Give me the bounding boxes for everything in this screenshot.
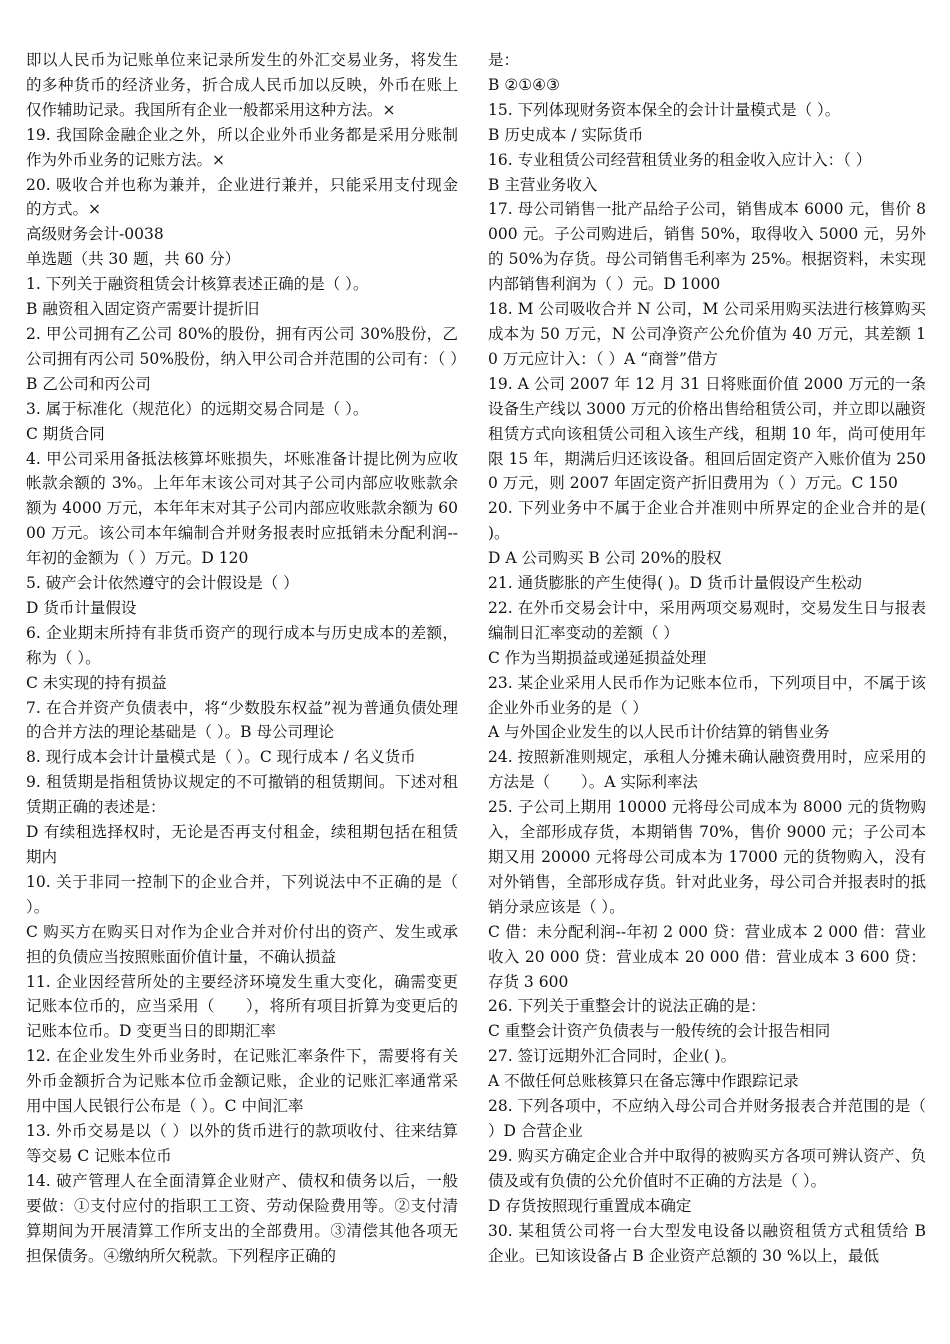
right-paragraph: 21. 通货膨胀的产生使得( )。D 货币计量假设产生松动 bbox=[488, 574, 862, 593]
right-paragraph: 15. 下列体现财务资本保全的会计计量模式是（ ）。 bbox=[488, 100, 841, 119]
document-page bbox=[26, 48, 926, 1268]
right-paragraph: C 借：未分配利润--年初 2 000 贷：营业成本 2 000 借：营业收入 20 000 贷：营业成本 20 000 借：营业成本 3 600 贷：存货 3 600 bbox=[488, 922, 926, 991]
left-paragraph: B 融资租入固定资产需要计提折旧 bbox=[26, 300, 260, 319]
right-paragraph: 20. 下列业务中不属于企业合并准则中所界定的企业合并的是( )。 bbox=[488, 499, 926, 543]
right-paragraph: 16. 专业租赁公司经营租赁业务的租金收入应计入：（ ） bbox=[488, 150, 872, 169]
left-paragraph: 20. 吸收合并也称为兼并，企业进行兼并，只能采用支付现金的方式。× bbox=[26, 175, 458, 219]
right-paragraph: B 历史成本 / 实际货币 bbox=[488, 125, 644, 144]
right-paragraph: A 与外国企业发生的以人民币计价结算的销售业务 bbox=[488, 723, 830, 742]
right-paragraph: 是： bbox=[488, 51, 520, 69]
right-paragraph: 24. 按照新准则规定，承租人分摊未确认融资费用时，应采用的方法是（ ）。A 实际利率法 bbox=[488, 748, 926, 792]
left-paragraph: C 购买方在购买日对作为企业合并对价付出的资产、发生或承担的负债应当按照账面价值计量，不确认损益 bbox=[26, 922, 458, 966]
right-paragraph: 23. 某企业采用人民币作为记账本位币，下列项目中，不属于该企业外币业务的是（ ） bbox=[488, 673, 926, 717]
left-paragraph: 9. 租赁期是指租赁协议规定的不可撤销的租赁期间。下述对租赁期正确的表述是： bbox=[26, 773, 458, 817]
left-paragraph: 高级财务会计-0038 bbox=[26, 225, 164, 244]
left-paragraph: D 货币计量假设 bbox=[26, 598, 137, 617]
right-paragraph: 26. 下列关于重整会计的说法正确的是： bbox=[488, 997, 766, 1016]
left-paragraph: 10. 关于非同一控制下的企业合并，下列说法中不正确的是（ ）。 bbox=[26, 872, 458, 916]
right-paragraph: 19. A 公司 2007 年 12 月 31 日将账面价值 2000 万元的一条设备生产线以 3000 万元的价格出售给租赁公司，并立即以融资租赁方式向该租赁公司租入该生产线，租期 10 年，尚可使用年限 15 年，期满后归还该设备。租回后固定资产入账价值为 2500 万元，则 2007 年固定资产折旧费用为（ ）万元。C 150 bbox=[488, 374, 926, 493]
left-paragraph: 11. 企业因经营所处的主要经济环境发生重大变化，确需变更记账本位币的，应当采用（ ），将所有项目折算为变更后的记账本位币。D 变更当日的即期汇率 bbox=[26, 972, 458, 1041]
right-paragraph: D 存货按照现行重置成本确定 bbox=[488, 1196, 692, 1215]
right-paragraph: 29. 购买方确定企业合并中取得的被购买方各项可辨认资产、负债及或有负债的公允价值时不正确的方法是（ ）。 bbox=[488, 1146, 926, 1190]
left-paragraph: 即以人民币为记账单位来记录所发生的外汇交易业务，将发生的多种货币的经济业务，折合成人民币加以反映，外币在账上仅作辅助记录。我国所有企业一般都采用这种方法。× bbox=[26, 51, 458, 119]
right-paragraph: B ②①④③ bbox=[488, 75, 560, 94]
right-paragraph: 27. 签订远期外汇合同时，企业( )。 bbox=[488, 1047, 737, 1066]
left-paragraph: 5. 破产会计依然遵守的会计假设是（ ） bbox=[26, 574, 299, 593]
right-paragraph: 30. 某租赁公司将一台大型发电设备以融资租赁方式租赁给 B 企业。已知该设备占 B 企业资产总额的 30 %以上，最低 bbox=[488, 1221, 926, 1265]
left-paragraph: 4. 甲公司采用备抵法核算坏账损失，坏账准备计提比例为应收帐款余额的 3%。上年年末该公司对其子公司内部应收账款余额为 4000 万元，本年年末对其子公司内部应收账款余额为 6000 万元。该公司本年编制合并财务报表时应抵销未分配利润--年初的金额为（ ）万元。D 120 bbox=[26, 449, 458, 568]
left-paragraph: 13. 外币交易是以（ ）以外的货币进行的款项收付、往来结算等交易 C 记账本位币 bbox=[26, 1121, 458, 1165]
left-paragraph: 14. 破产管理人在全面清算企业财产、债权和债务以后，一般要做：①支付应付的指职工工资、劳动保险费用等。②支付清算期间为开展清算工作所支出的全部费用。③清偿其他各项无担保债务。④缴纳所欠税款。下列程序正确的 bbox=[26, 1171, 458, 1265]
left-text-column bbox=[26, 48, 458, 1268]
left-paragraph: 8. 现行成本会计计量模式是（ ）。C 现行成本 / 名义货币 bbox=[26, 748, 416, 767]
left-paragraph: 19. 我国除金融企业之外，所以企业外币业务都是采用分账制作为外币业务的记账方法。× bbox=[26, 125, 458, 169]
left-paragraph: 7. 在合并资产负债表中，将“少数股东权益”视为普通负债处理的合并方法的理论基础是（ ）。B 母公司理论 bbox=[26, 698, 458, 742]
left-paragraph: D 有续租选择权时，无论是否再支付租金，续租期包括在租赁期内 bbox=[26, 823, 458, 866]
left-paragraph: 12. 在企业发生外币业务时，在记账汇率条件下，需要将有关外币金额折合为记账本位币金额记账，企业的记账汇率通常采用中国人民银行公布是（ ）。C 中间汇率 bbox=[26, 1047, 458, 1116]
right-paragraph: 22. 在外币交易会计中，采用两项交易观时，交易发生日与报表编制日汇率变动的差额（ ） bbox=[488, 598, 926, 642]
left-paragraph: C 期货合同 bbox=[26, 424, 105, 443]
right-paragraph: B 主营业务收入 bbox=[488, 175, 598, 194]
right-paragraph: C 作为当期损益或递延损益处理 bbox=[488, 648, 707, 667]
right-paragraph: C 重整会计资产负债表与一般传统的会计报告相同 bbox=[488, 1022, 831, 1041]
left-paragraph: 1. 下列关于融资租赁会计核算表述正确的是（ ）。 bbox=[26, 275, 369, 294]
right-paragraph: 25. 子公司上期用 10000 元将母公司成本为 8000 元的货物购入，全部形成存货，本期销售 70%，售价 9000 元；子公司本期又用 20000 元将母公司成本为 17000 元的货物购入，没有对外销售，全部形成存货。针对此业务，母公司合并报表时的抵销分录应该是（ ）。 bbox=[488, 798, 926, 916]
left-paragraph: 单选题（共 30 题，共 60 分） bbox=[26, 250, 241, 269]
right-paragraph: D A 公司购买 B 公司 20%的股权 bbox=[488, 549, 722, 568]
right-paragraph: A 不做任何总账核算只在备忘簿中作跟踪记录 bbox=[488, 1072, 799, 1091]
right-paragraph: 17. 母公司销售一批产品给子公司，销售成本 6000 元，售价 8000 元。子公司购进后，销售 50%，取得收入 5000 元，另外的 50%为存货。母公司销售毛利率为 25%。根据资料，未实现内部销售利润为（ ）元。D 1000 bbox=[488, 200, 926, 294]
right-text-column bbox=[488, 48, 926, 1268]
left-paragraph: 3. 属于标准化（规范化）的远期交易合同是（ ）。 bbox=[26, 399, 369, 418]
right-paragraph: 28. 下列各项中，不应纳入母公司合并财务报表合并范围的是（ ）D 合营企业 bbox=[488, 1097, 926, 1140]
left-paragraph: C 未实现的持有损益 bbox=[26, 673, 167, 692]
left-paragraph: 6. 企业期末所持有非货币资产的现行成本与历史成本的差额，称为（ ）。 bbox=[26, 623, 458, 667]
right-paragraph: 18. M 公司吸收合并 N 公司，M 公司采用购买法进行核算购买成本为 50 万元，N 公司净资产公允价值为 40 万元，其差额 10 万元应计入：（ ）A “商誉”借方 bbox=[488, 300, 926, 368]
left-paragraph: 2. 甲公司拥有乙公司 80%的股份，拥有丙公司 30%股份，乙公司拥有丙公司 50%股份，纳入甲公司合并范围的公司有：（ ）B 乙公司和丙公司 bbox=[26, 324, 458, 393]
